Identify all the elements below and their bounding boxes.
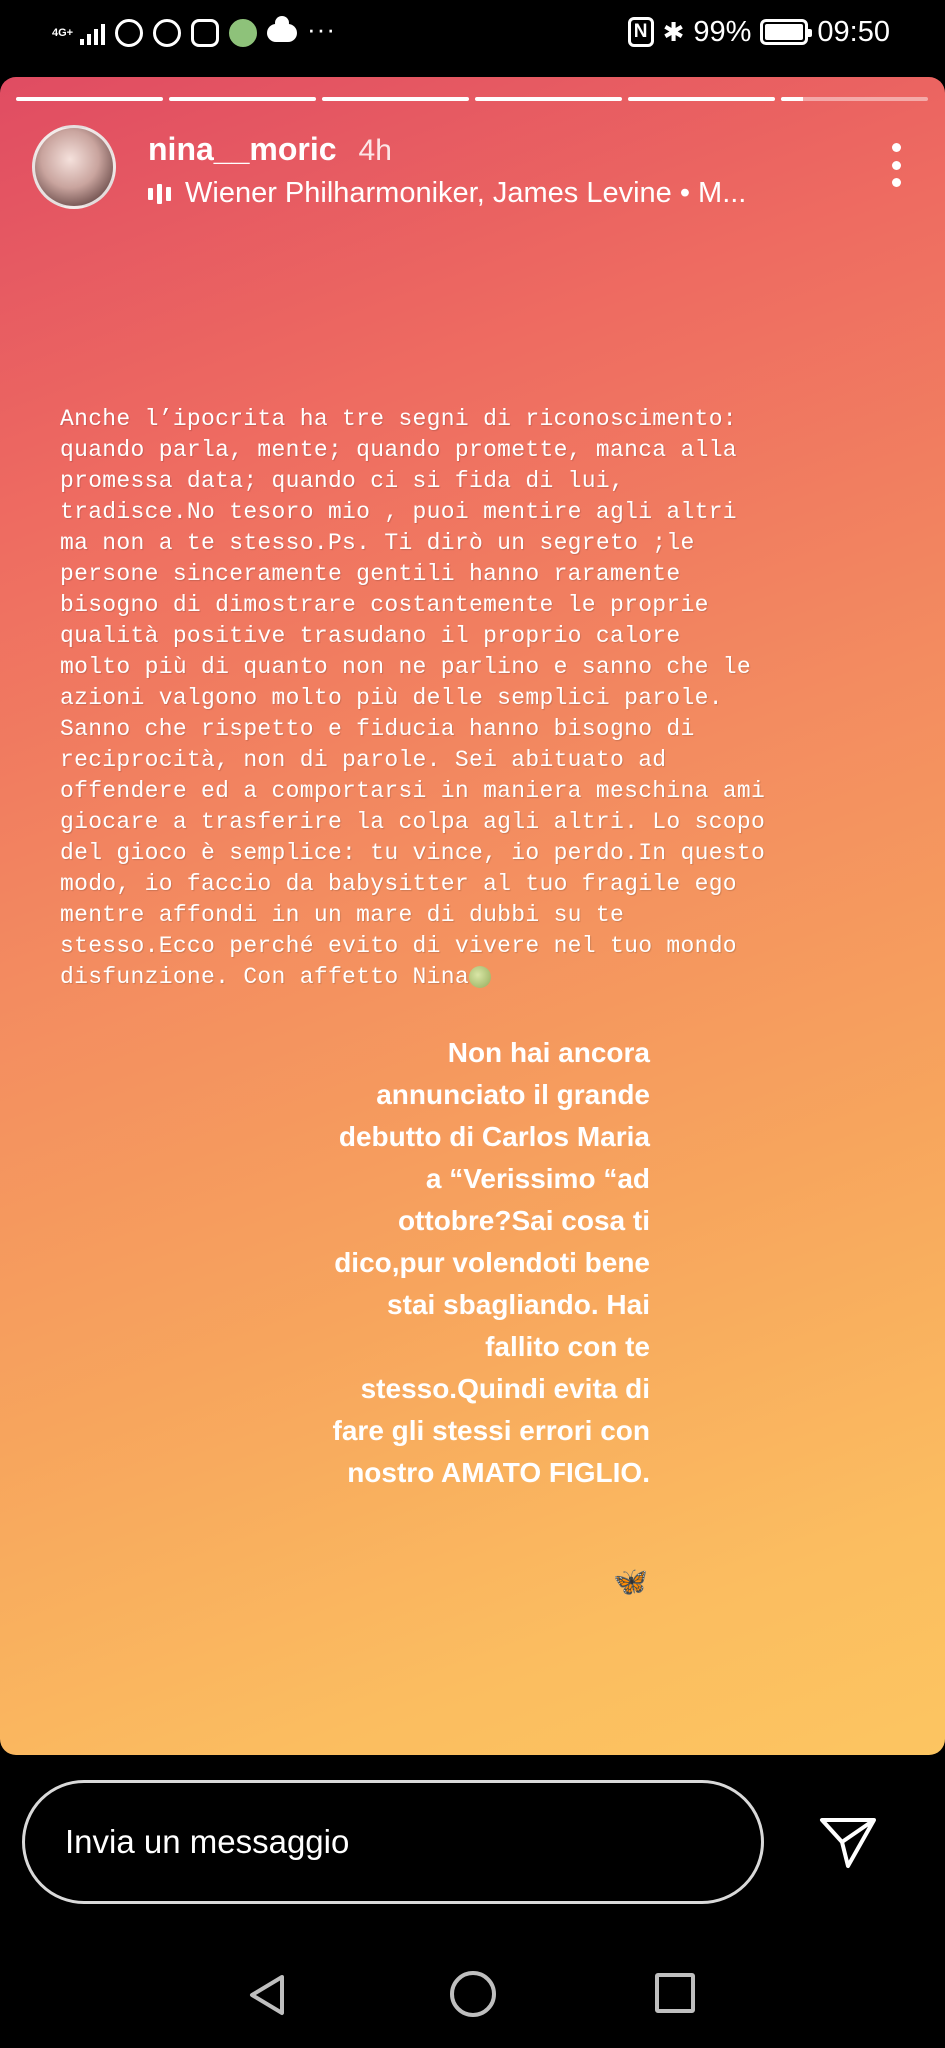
bluetooth-icon: ✱ [662, 16, 685, 47]
more-options-icon[interactable] [892, 143, 902, 187]
chrome-icon [153, 19, 181, 47]
more-notifications-icon: ··· [307, 13, 336, 44]
app-icon [229, 19, 257, 47]
status-right [628, 14, 890, 50]
progress-segment [475, 97, 622, 101]
music-label: Wiener Philharmoniker, James Levine • M... [185, 177, 747, 209]
equalizer-icon [148, 183, 171, 205]
progress-segment [628, 97, 775, 101]
progress-segment [16, 97, 163, 101]
music-attribution[interactable] [148, 177, 746, 210]
network-type: 4G+ [52, 26, 74, 39]
username[interactable]: nina__moric [148, 131, 337, 167]
story-header [32, 125, 912, 211]
back-icon[interactable] [244, 1971, 292, 2019]
story-main-text-content: Anche l’ipocrita ha tre segni di riconoscimento: quando parla, mente; quando promette, manca alla promessa data; quando ci si fida di lui, tradisce.No tesoro mio , puoi mentire agli altri ma non a te stesso.Ps. Ti dirò un segreto ;le persone sinceramente gentili hanno raramente bisogno di dimostrare costantemente le proprie qualità positive trasudano il proprio calore molto più di quanto non ne parlino e sanno che le azioni valgono molto più delle semplici parole. Sanno che rispetto e fiducia hanno bisogno di reciprocità, non di parole. Sei abituato ad offendere ed a comportarsi in maniera meschina ami giocare a trasferire la colpa agli altri. Lo scopo del gioco è semplice: tu vince, io perdo.In questo modo, io faccio da babysitter al tuo fragile ego mentre affondi in un mare di dubbi su te stesso.Ecco perché evito di vivere nel tuo mondo disfunzione. Con affetto Nina [60, 406, 766, 990]
message-input[interactable] [22, 1780, 764, 1904]
whatsapp-icon [115, 19, 143, 47]
cloud-icon [267, 24, 297, 42]
story-progress [16, 97, 928, 103]
system-nav-bar [0, 1945, 945, 2045]
progress-segment [322, 97, 469, 101]
status-left [52, 13, 336, 50]
nfc-icon: N [628, 17, 654, 47]
send-icon[interactable] [818, 1812, 878, 1872]
lime-emoji-icon [469, 966, 491, 988]
instagram-icon [191, 19, 219, 47]
progress-segment [169, 97, 316, 101]
battery-percent: 99% [693, 15, 752, 48]
post-time: 4h [358, 134, 392, 167]
status-bar [0, 0, 945, 66]
battery-icon [760, 19, 808, 45]
story-main-text [60, 404, 920, 993]
clock: 09:50 [817, 15, 890, 48]
story-secondary-text: Non hai ancora annunciato il grande debutto di Carlos Maria a “Verissimo “ad ottobre?Sai cosa ti dico,pur volendoti bene stai sbagliando. Hai fallito con te stesso.Quindi evita di fare gli stessi errori con nostro AMATO FIGLIO. [332, 1037, 650, 1488]
recents-icon[interactable] [655, 1973, 695, 2013]
message-placeholder: Invia un messaggio [65, 1823, 350, 1860]
story-card[interactable] [0, 77, 945, 1755]
butterfly-emoji: 🦋 [613, 1566, 648, 1597]
signal-icon [80, 21, 105, 45]
home-icon[interactable] [450, 1971, 496, 2017]
progress-segment [781, 97, 928, 101]
avatar[interactable] [32, 125, 116, 209]
user-row [148, 131, 392, 168]
